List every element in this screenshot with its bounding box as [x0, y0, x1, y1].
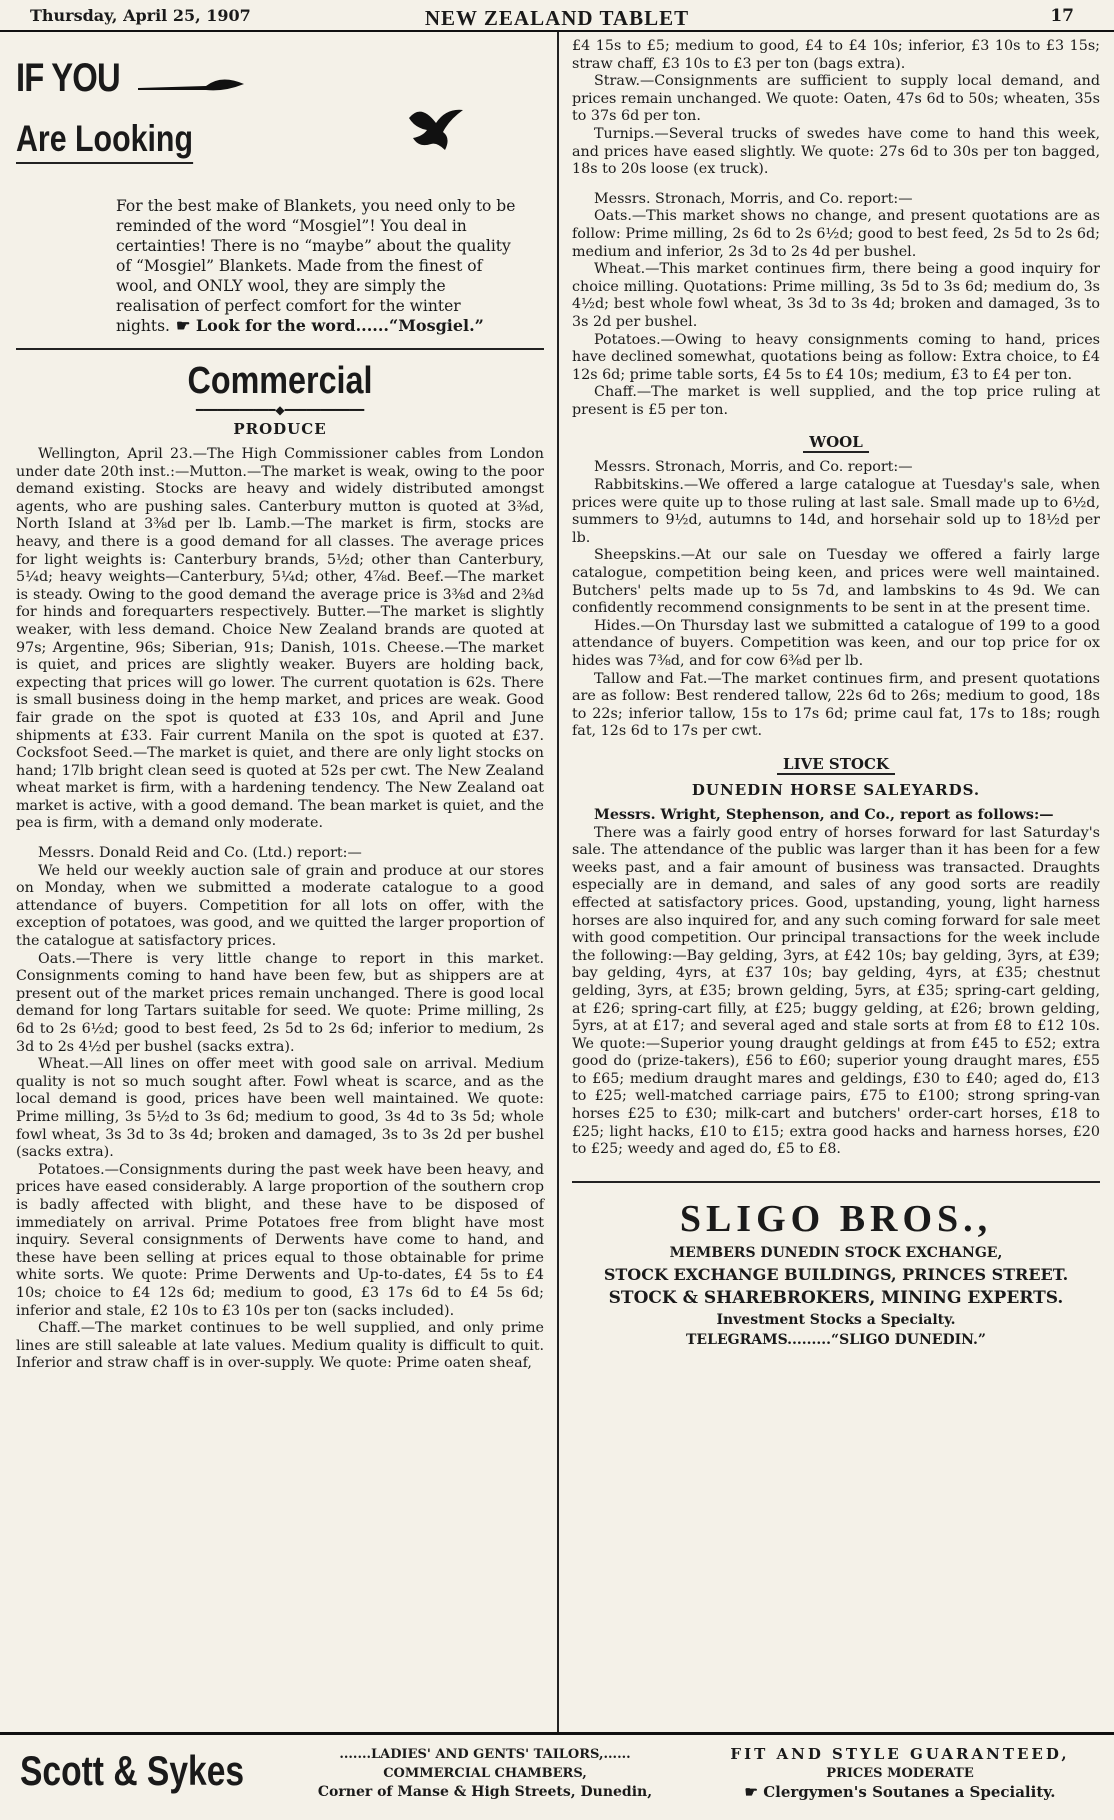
section-title: Commercial — [187, 360, 373, 402]
clergy-line — [700, 1783, 1100, 1802]
page-header — [0, 0, 1114, 32]
article-paragraph: Tallow and Fat.—The market continues firm, and present quotations are as follow: Best rendered tallow, 22s 6d to 26s; medium to good, 18s to 22s; inferior tallow, 15s to 17s 6d; prime caul fat, 17s to 18s; rough fat, 12s 6d to 17s per cwt. — [572, 670, 1100, 740]
sligo-advertisement — [572, 1181, 1100, 1348]
horse-saleyards-heading: DUNEDIN HORSE SALEYARDS. — [691, 780, 981, 799]
pointing-hand-icon: ☛ — [744, 1783, 758, 1801]
ad-tagline-text: Look for the word......“Mosgiel.” — [195, 316, 484, 335]
sligo-building: STOCK EXCHANGE BUILDINGS, PRINCES STREET. — [603, 1264, 1069, 1284]
issue-date: Thursday, April 25, 1907 — [30, 6, 251, 25]
article-paragraph: Wheat.—This market continues firm, there being a good inquiry for choice milling. Quotations: Prime milling, 3s 5d to 3s 6d; medium do, 3s 4½d; best whole fowl wheat, 3s 3d to 3s 4d; broken and damaged, 3s to 3s 2d per bushel. — [572, 261, 1100, 330]
sligo-telegrams: TELEGRAMS.........“SLIGO DUNEDIN.” — [686, 1331, 986, 1348]
sligo-investment: Investment Stocks a Specialty. — [716, 1311, 956, 1328]
page-number: 17 — [1050, 6, 1074, 26]
left-column — [16, 38, 544, 1373]
tailors-info — [295, 1745, 675, 1802]
article-paragraph: Messrs. Donald Reid and Co. (Ltd.) report:— — [38, 845, 362, 862]
scott-sykes-name: Scott & Sykes — [20, 1747, 245, 1794]
ad-body-text: For the best make of Blankets, you need only to be reminded of the word “Mosgiel”! You deal in certainties! There is no “maybe” about the quality of “Mosgiel” Blankets. Made from the finest of wool, and ONLY wool, they are simply the realisation of perfect comfort for the winter nights. — [116, 196, 516, 335]
horse-report-byline: Messrs. Wright, Stephenson, and Co., report as follows:— — [594, 806, 1054, 823]
address-line: Corner of Manse & High Streets, Dunedin, — [317, 1784, 653, 1800]
chambers-line: COMMERCIAL CHAMBERS, — [383, 1766, 587, 1781]
sligo-brokers: STOCK & SHAREBROKERS, MINING EXPERTS. — [608, 1287, 1064, 1308]
fit-style-info — [700, 1745, 1100, 1802]
sligo-name: SLIGO BROS., — [679, 1197, 993, 1240]
article-paragraph: Wheat.—All lines on offer meet with good sale on arrival. Medium quality is not so much sought after. Fowl wheat is scarce, and as the local demand is good, prices have been well maintained. We quote: Prime milling, 3s 5½d to 3s 6d; medium to good, 3s 4d to 3s 5d; whole fowl wheat, 3s 3d to 3s 4d; broken and damaged, 3s to 3s 2d per bushel (sacks extra). — [16, 1056, 544, 1161]
prices-line: PRICES MODERATE — [826, 1766, 974, 1781]
arrow-icon — [136, 66, 246, 106]
mosgiel-advertisement — [16, 38, 544, 350]
clergy-text: Clergymen's Soutanes a Speciality. — [763, 1783, 1056, 1801]
wool-heading — [572, 433, 1100, 451]
right-column — [572, 38, 1100, 1352]
article-paragraph: Hides.—On Thursday last we submitted a catalogue of 199 to a good attendance of buyers. Competition was keen, and our top price for ox hides was 7⅜d, and for cow 6⅜d per lb. — [572, 617, 1100, 669]
pointing-hand-icon: ☛ — [176, 316, 191, 335]
ornament-divider: ━━━━━━━━━━━◆━━━━━━━━━━━ — [195, 403, 365, 417]
tailors-line: .......LADIES' AND GENTS' TAILORS,...... — [339, 1747, 631, 1762]
article-paragraph: Sheepskins.—At our sale on Tuesday we offered a fairly large catalogue, competition being keen, and prices were well maintained. Butchers' pelts made up to 5s 7d, and lambskins to 4s 9d. We can confidently recommend consignments to be sent in at the present time. — [572, 547, 1100, 617]
produce-heading: PRODUCE — [233, 420, 327, 438]
article-paragraph: Turnips.—Several trucks of swedes have come to hand this week, and prices have eased slightly. We quote: 27s 6d to 30s per ton bagged, 18s to 20s loose (ex truck). — [572, 125, 1100, 178]
article-paragraph: Straw.—Consignments are sufficient to supply local demand, and prices remain unchanged. We quote: Oaten, 47s 6d to 50s; wheaten, 35s to 37s 6d per ton. — [572, 73, 1100, 125]
article-paragraph: Messrs. Stronach, Morris, and Co. report:— — [594, 190, 913, 207]
article-paragraph: We held our weekly auction sale of grain and produce at our stores on Monday, when we submitted a moderate catalogue to a good attendance of buyers. Competition for all lots on offer, with the exception of potatoes, was good, and we quitted the larger proportion of the catalogue at satisfactory prices. — [16, 862, 544, 950]
livestock-heading — [572, 755, 1100, 773]
livestock-heading-text: LIVE STOCK — [777, 755, 895, 775]
ad-tagline — [176, 316, 484, 335]
article-paragraph: Chaff.—The market continues to be well supplied, and only prime lines are still saleable at late values. Medium quality is difficult to quit. Inferior and straw chaff is in over-supply. We quote: Prime oaten sheaf, — [16, 1320, 544, 1372]
article-paragraph: £4 15s to £5; medium to good, £4 to £4 10s; inferior, £3 10s to £3 15s; straw chaff, £3 10s to £3 per ton (bags extra). — [572, 38, 1100, 72]
article-paragraph: There was a fairly good entry of horses forward for last Saturday's sale. The attendance of the public was larger than it has been for a few weeks past, and a fair amount of business was transacted. Draughts especially are in demand, and sales of any good sorts are readily effected at satisfactory prices. Good, upstanding, young, light harness horses are also inquired for, and any such coming forward for sale meet with good competition. Our principal transactions for the week include the following:—Bay gelding, 3yrs, at £42 10s; bay gelding, 3yrs, at £39; bay gelding, 4yrs, at £37 10s; bay gelding, 4yrs, at £35; chestnut gelding, 3yrs, at £35; brown gelding, 5yrs, at £35; spring-cart gelding, at £26; spring-cart filly, at £25; buggy gelding, at £26; brown gelding, 5yrs, at at £17; and several aged and stale sorts at from £8 to £12 10s. We quote:—Superior young draught geldings at from £45 to £52; extra good do (prize-takers), £56 to £60; superior young draught mares, £55 to £65; medium draught mares and geldings, £30 to £40; aged do, £13 to £25; well-matched carriage pairs, £75 to £100; strong spring-van horses £25 to £30; milk-cart and butchers' order-cart horses, £18 to £25; light hacks, £10 to £15; extra good hacks and harness horses, £20 to £25; weedy and aged do, £5 to £8. — [572, 824, 1100, 1158]
wool-heading-text: WOOL — [803, 433, 869, 453]
article-paragraph: Oats.—There is very little change to report in this market. Consignments coming to hand have been few, but as shippers are at present out of the market prices remain unchanged. There is good local demand for long Tartars suitable for seed. We quote: Prime milling, 2s 6d to 2s 6½d; good to best feed, 2s 5d to 2s 6d; inferior to medium, 2s 3d to 2s 4½d per bushel (sacks extra). — [16, 950, 544, 1055]
newspaper-title: NEW ZEALAND TABLET — [424, 6, 690, 30]
ad-headline-1: IF YOU — [16, 56, 120, 100]
scott-sykes-advertisement — [0, 1732, 1114, 1820]
article-paragraph: Wellington, April 23.—The High Commissioner cables from London under date 20th inst.:—Mutton.—The market is weak, owing to the poor demand existing. Stocks are heavy and widely distributed amongst agents, who are pushing sales. Canterbury mutton is quoted at 3⅜d, North Island at 3⅜d per lb. Lamb.—The market is firm, stocks are heavy, and there is a good demand for all classes. The average prices for light weights is: Canterbury brands, 5½d; other than Canterbury, 5¼d; heavy weights—Canterbury, 5¼d; other, 4⅞d. Beef.—The market is steady. Owing to the good demand the average price is 3⅜d and 2⅜d for hinds and forequarters respectively. Butter.—The market is slightly weaker, with less demand. Choice New Zealand brands are quoted at 97s; Argentine, 96s; Siberian, 91s; Danish, 101s. Cheese.—The market is quiet, and prices are slightly weaker. Buyers are holding back, expecting that prices will go lower. The current quotation is 62s. There is small business doing in the hemp market, and prices are weak. Good fair grade on the spot is quoted at £33 10s, and April and June shipments at £33. Fair current Manila on the spot is quoted at £37. Cocksfoot Seed.—The market is quiet, and there are only light stocks on hand; 17lb bright clean seed is quoted at 52s per cwt. The New Zealand wheat market is firm, with a hardening tendency. The New Zealand oat market is active, with a good demand. The bean market is quiet, and the pea is firm, with a demand only moderate. — [16, 446, 544, 832]
column-divider — [557, 32, 559, 1732]
article-paragraph: Messrs. Stronach, Morris, and Co. report:— — [594, 459, 913, 476]
article-paragraph: Potatoes.—Consignments during the past week have been heavy, and prices have eased considerably. A large proportion of the southern crop is badly affected with blight, and these have to be disposed of immediately on arrival. Prime Potatoes free from blight have most inquiry. Several consignments of Derwents have come to hand, and these have been selling at prices equal to those obtainable for prime white sorts. We quote: Prime Derwents and Up-to-dates, £4 5s to £4 10s; choice to £4 12s 6d; medium to good, £3 17s 6d to £4 5s 6d; inferior and stale, £2 10s to £3 10s per ton (sacks included). — [16, 1161, 544, 1319]
ad-headline-2: Are Looking — [16, 118, 193, 159]
article-paragraph: Rabbitskins.—We offered a large catalogue at Tuesday's sale, when prices were quite up to those ruling at last sale. Small made up to 6½d, summers to 9½d, autumns to 14d, and horsehair sold up to 18½d per lb. — [572, 477, 1100, 546]
fit-style-line: FIT AND STYLE GUARANTEED, — [730, 1745, 1070, 1763]
article-paragraph: Oats.—This market shows no change, and present quotations are as follow: Prime milling, 2s 6d to 2s 6½d; good to best feed, 2s 5d to 2s 6d; medium and inferior, 2s 3d to 2s 4d per bushel. — [572, 208, 1100, 260]
bird-icon — [401, 98, 471, 168]
sligo-members: MEMBERS DUNEDIN STOCK EXCHANGE, — [669, 1244, 1003, 1261]
article-paragraph: Potatoes.—Owing to heavy consignments coming to hand, prices have declined somewhat, quotations being as follow: Extra choice, to £4 12s 6d; prime table sorts, £4 5s to £4 10s; medium, £3 to £4 per ton. — [572, 331, 1100, 383]
article-paragraph: Chaff.—The market is well supplied, and the top price ruling at present is £5 per ton. — [572, 384, 1100, 418]
